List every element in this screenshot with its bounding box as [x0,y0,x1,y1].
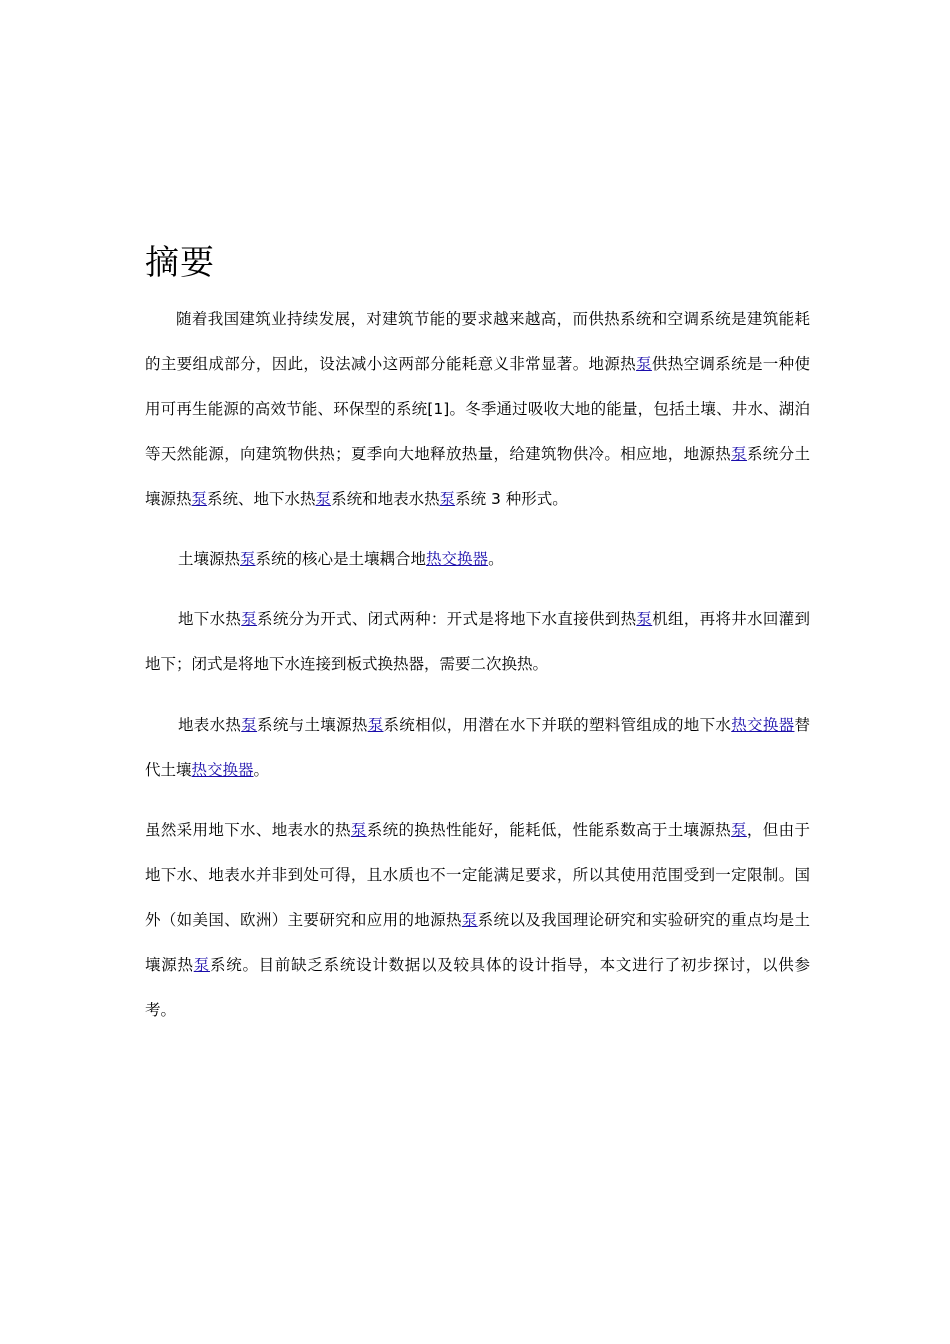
term-link[interactable]: 热交换器 [731,716,795,734]
term-link[interactable]: 泵 [350,821,367,839]
paragraph-text: 虽然采用地下水、地表水的热 [145,821,351,839]
term-link[interactable]: 泵 [367,716,384,734]
paragraph-soil-source [145,537,810,582]
paragraph-text: 系统的换热性能好，能耗低，性能系数高于土壤源热 [366,821,732,839]
paragraph-intro [145,297,810,522]
term-link[interactable]: 泵 [240,550,256,568]
paragraph-text: 地表水热 [178,716,242,734]
term-link[interactable]: 热交换器 [426,550,489,568]
paragraph-text: 系统的核心是土壤耦合地 [255,550,427,568]
term-link[interactable]: 泵 [439,490,456,508]
paragraph-groundwater [145,597,810,687]
paragraph-text: 土壤源热 [178,550,241,568]
paragraph-text: 系统、地下水热 [207,490,316,508]
paragraph-text: 。 [488,550,504,568]
paragraph-text: 系统分土壤源热 [145,445,810,508]
paragraph-text: 供热空调系统是一种使用可再生能源的高效节能、环保型的系统[1]。冬季通过吸收大地的能量，包括土壤、井水、湖泊等天然能源，向建筑物供热；夏季向大地释放热量，给建筑物供冷。相应地，地源热 [145,355,810,463]
paragraph-text: 系统相似，用潜在水下并联的塑料管组成的地下水 [383,716,732,734]
paragraph-surface-water [145,703,810,793]
term-link[interactable]: 泵 [636,610,653,628]
term-link[interactable]: 泵 [241,610,258,628]
paragraph-text: 系统和地表水热 [331,490,440,508]
term-link[interactable]: 泵 [315,490,332,508]
paragraph-conclusion [145,808,810,1033]
paragraph-text: 系统分为开式、闭式两种：开式是将地下水直接供到热 [257,610,637,628]
paragraph-text: 系统 3 种形式。 [455,490,568,508]
term-link[interactable]: 泵 [461,911,478,929]
paragraph-text: 机组，再将井水回灌到地下；闭式是将地下水连接到板式换热器，需要二次换热。 [145,610,810,673]
term-link[interactable]: 泵 [241,716,258,734]
paragraph-text: 系统。目前缺乏系统设计数据以及较具体的设计指导，本文进行了初步探讨，以供参考。 [145,956,810,1019]
paragraph-text: 地下水热 [178,610,242,628]
term-link[interactable]: 泵 [731,821,747,839]
paragraph-text: ，但由于地下水、地表水并非到处可得，且水质也不一定能满足要求，所以其使用范围受到一定限制。国外（如美国、欧洲）主要研究和应用的地源热 [145,821,810,929]
term-link[interactable]: 泵 [191,490,208,508]
paragraph-text: 系统以及我国理论研究和实验研究的重点均是土壤源热 [145,911,810,974]
paragraph-text: 系统与土壤源热 [257,716,368,734]
term-link[interactable]: 泵 [193,956,210,974]
paragraph-text: 替代土壤 [145,716,810,779]
term-link[interactable]: 泵 [731,445,747,463]
paragraph-text: 。 [253,761,270,779]
term-link[interactable]: 泵 [636,355,652,373]
page-title: 摘要 [145,243,215,283]
term-link[interactable]: 热交换器 [191,761,254,779]
paragraph-text: 随着我国建筑业持续发展，对建筑节能的要求越来越高，而供热系统和空调系统是建筑能耗的主要组成部分，因此，设法减小这两部分能耗意义非常显著。地源热 [145,310,810,373]
